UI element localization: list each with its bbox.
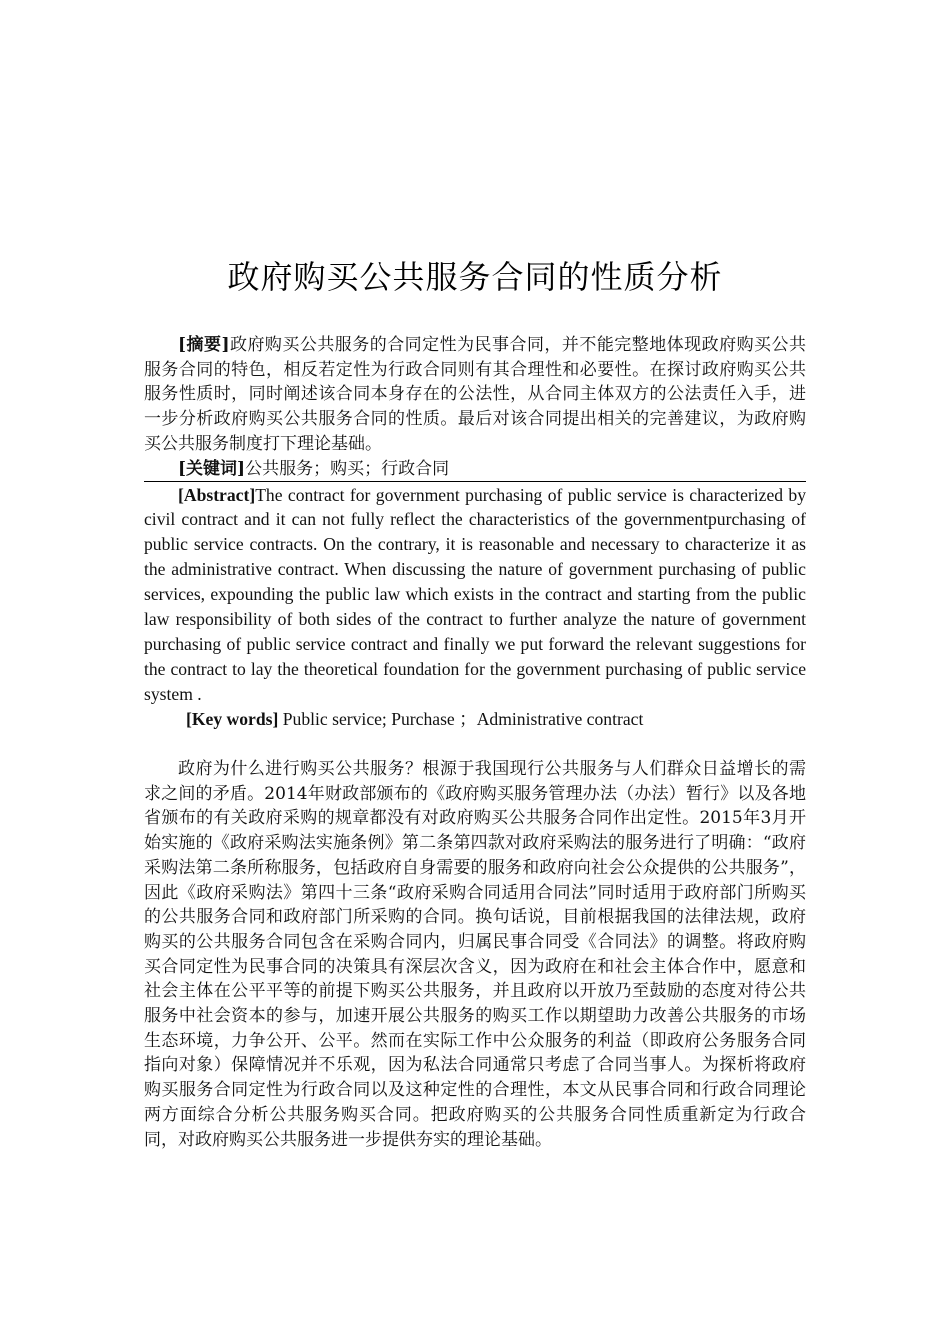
abstract-cn — [144, 333, 806, 457]
body-block — [144, 757, 806, 1152]
keywords-en-text: Public service; Purchase ；Administrative contract — [278, 708, 644, 729]
keywords-cn — [144, 457, 806, 481]
divider-rule — [144, 481, 806, 482]
abstract-en-text: The contract for government purchasing of public service is characterized by civil contract and it can not fully reflect the characteristics of the governmentpurchasing of public service contracts. On the contrary, it is reasonable and necessary to characterize it as the administrative contract. When discussing the nature of government purchasing of public services, expounding the public law which exists in the contract and starting from the public law responsibility of both sides of the contract to further analyze the nature of government purchasing of public service contract and finally we put forward the relevant suggestions for the contract to lay the theoretical foundation for the government purchasing of public service system . — [144, 484, 806, 704]
abstract-cn-block — [144, 333, 806, 732]
paper-title: 政府购买公共服务合同的性质分析 — [227, 258, 723, 296]
keywords-en-label: [Key words] — [186, 708, 279, 729]
abstract-en — [144, 483, 806, 707]
keywords-en — [144, 707, 806, 732]
abstract-en-label: [Abstract] — [178, 484, 256, 505]
keywords-cn-text: 公共服务；购买；行政合同 — [245, 458, 450, 479]
body-paragraph: 政府为什么进行购买公共服务？根源于我国现行公共服务与人们群众日益增长的需求之间的矛盾。2014年财政部颁布的《政府购买服务管理办法（办法）暂行》以及各地省颁布的有关政府采购的规章都没有对政府购买公共服务合同作出定性。2015年3月开始实施的《政府采购法实施条例》第二条第四款对政府采购法的服务进行了明确：“政府采购法第二条所称服务，包括政府自身需要的服务和政府向社会公众提供的公共服务”，因此《政府采购法》第四十三条“政府采购合同适用合同法”同时适用于政府部门所购买的公共服务合同和政府部门所采购的合同。换句话说，目前根据我国的法律法规，政府购买的公共服务合同包含在采购合同内，归属民事合同受《合同法》的调整。将政府购买合同定性为民事合同的决策具有深层次含义，因为政府在和社会主体合作中，愿意和社会主体在公平平等的前提下购买公共服务，并且政府以开放乃至鼓励的态度对待公共服务中社会资本的参与，加速开展公共服务的购买工作以期望助力改善公共服务的市场生态环境，力争公开、公平。然而在实际工作中公众服务的利益（即政府公务服务合同指向对象）保障情况并不乐观，因为私法合同通常只考虑了合同当事人。为探析将政府购买服务合同定性为行政合同以及这种定性的合理性，本文从民事合同和行政合同理论两方面综合分析公共服务购买合同。把政府购买的公共服务合同性质重新定为行政合同，对政府购买公共服务进一步提供夯实的理论基础。 — [144, 759, 806, 1150]
keywords-cn-label: [关键词] — [178, 458, 246, 479]
abstract-cn-text: 政府购买公共服务的合同定性为民事合同，并不能完整地体现政府购买公共服务合同的特色，相反若定性为行政合同则有其合理性和必要性。在探讨政府购买公共服务性质时，同时阐述该合同本身存在的公法性，从合同主体双方的公法责任入手，进一步分析政府购买公共服务合同的性质。最后对该合同提出相关的完善建议，为政府购买公共服务制度打下理论基础。 — [144, 335, 806, 454]
abstract-cn-label: [摘要] — [178, 335, 230, 355]
